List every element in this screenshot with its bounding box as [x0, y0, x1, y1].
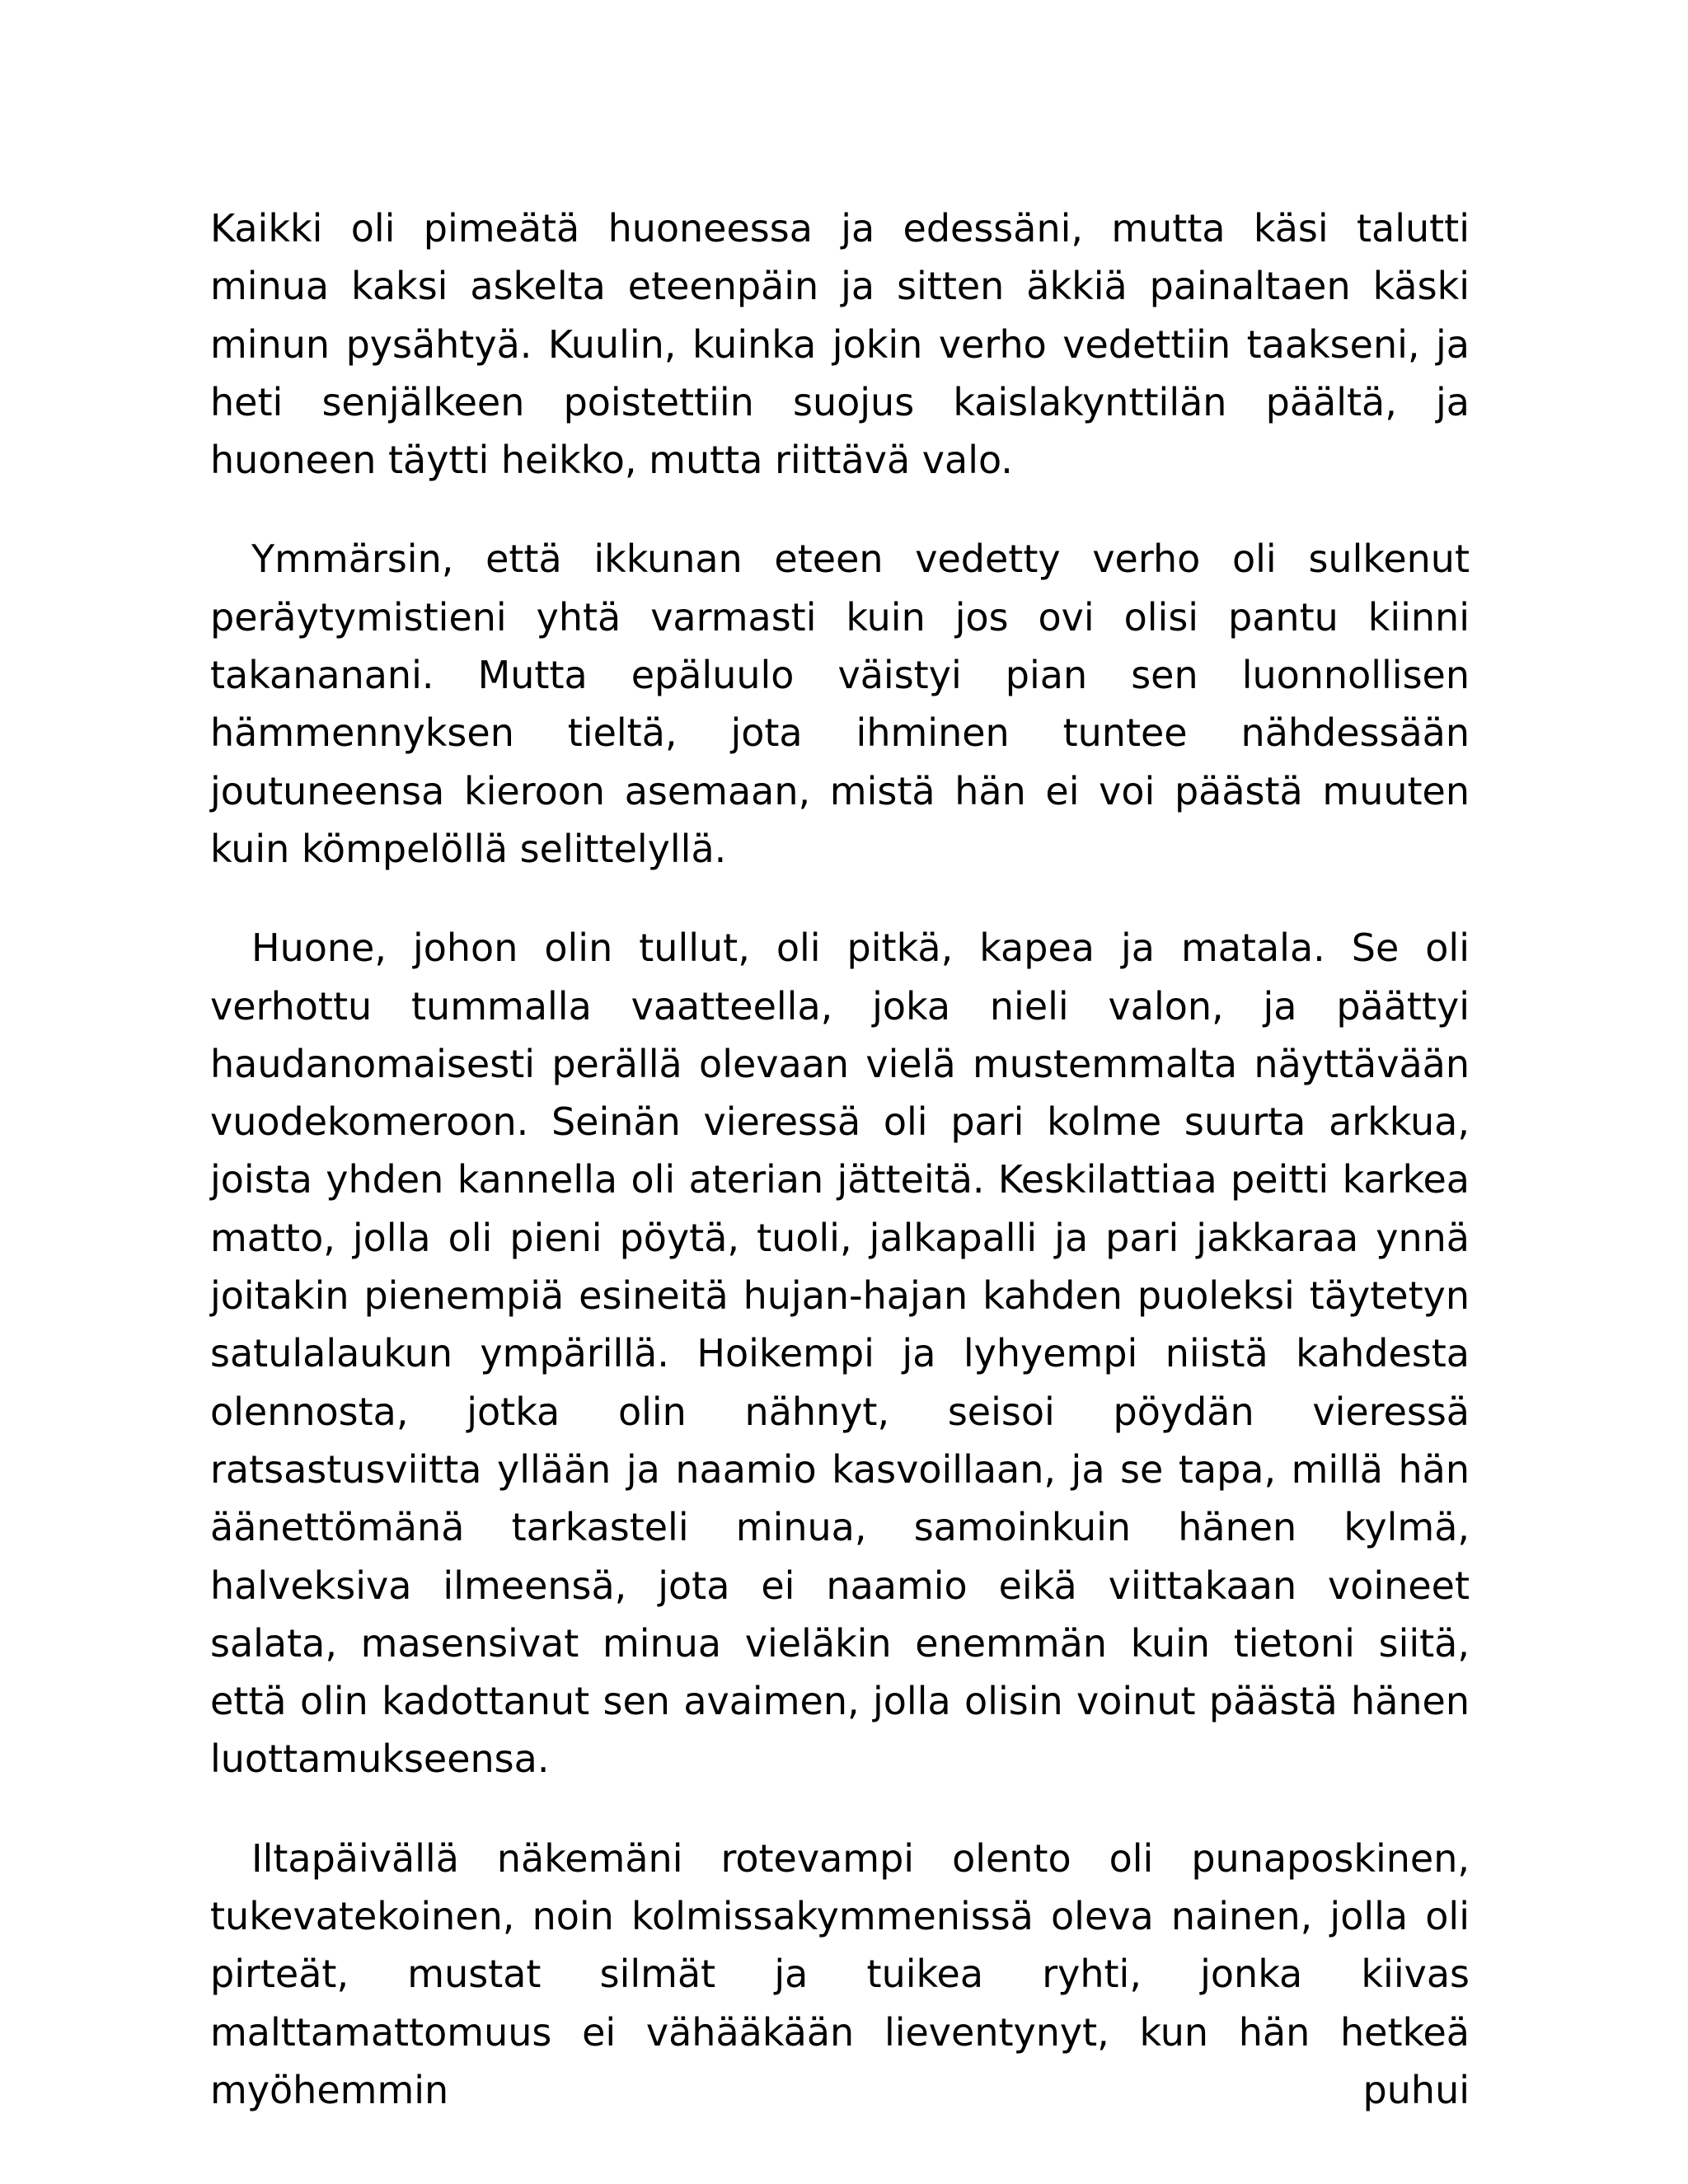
paragraph-1: Kaikki oli pimeätä huoneessa ja edessäni, mutta käsi talutti minua kaksi askelta eteenpäin ja sitten äkkiä painaltaen käski minun pysähtyä. Kuulin, kuinka jokin verho vedettiin taakseni, ja heti senjälkeen poistettiin suojus kaislakynttilän päältä, ja huoneen täytti heikko, mutta riittävä valo. — [210, 206, 1470, 483]
paragraph-4: Iltapäivällä näkemäni rotevampi olento oli punaposkinen, tukevatekoinen, noin kolmissakymmenissä oleva nainen, jolla oli pirteät, mustat silmät ja tuikea ryhti, jonka kiivas malttamattomuus ei vähääkään lieventynyt, kun hän hetkeä myöhemmin puhui — [210, 1835, 1470, 2112]
document-page — [210, 199, 1470, 2119]
paragraph-3: Huone, johon olin tullut, oli pitkä, kapea ja matala. Se oli verhottu tummalla vaatteella, joka nieli valon, ja päättyi haudanomaisesti perällä olevaan vielä mustemmalta näyttävään vuodekomeroon. Seinän vieressä oli pari kolme suurta arkkua, joista yhden kannella oli aterian jätteitä. Keskilattiaa peitti karkea matto, jolla oli pieni pöytä, tuoli, jalkapalli ja pari jakkaraa ynnä joitakin pienempiä esineitä hujan-hajan kahden puoleksi täytetyn satulalaukun ympärillä. Hoikempi ja lyhyempi niistä kahdesta olennosta, jotka olin nähnyt, seisoi pöydän vieressä ratsastusviitta yllään ja naamio kasvoillaan, ja se tapa, millä hän äänettömänä tarkasteli minua, samoinkuin hänen kylmä, halveksiva ilmeensä, jota ei naamio eikä viittakaan voineet salata, masensivat minua vieläkin enemmän kuin tietoni siitä, että olin kadottanut sen avaimen, jolla olisin voinut päästä hänen luottamukseensa. — [210, 926, 1470, 1782]
paragraph-2: Ymmärsin, että ikkunan eteen vedetty verho oli sulkenut peräytymistieni yhtä varmasti kuin jos ovi olisi pantu kiinni takananani. Mutta epäluulo väistyi pian sen luonnollisen hämmennyksen tieltä, jota ihminen tuntee nähdessään joutuneensa kieroon asemaan, mistä hän ei voi päästä muuten kuin kömpelöllä selittelyllä. — [210, 537, 1470, 871]
